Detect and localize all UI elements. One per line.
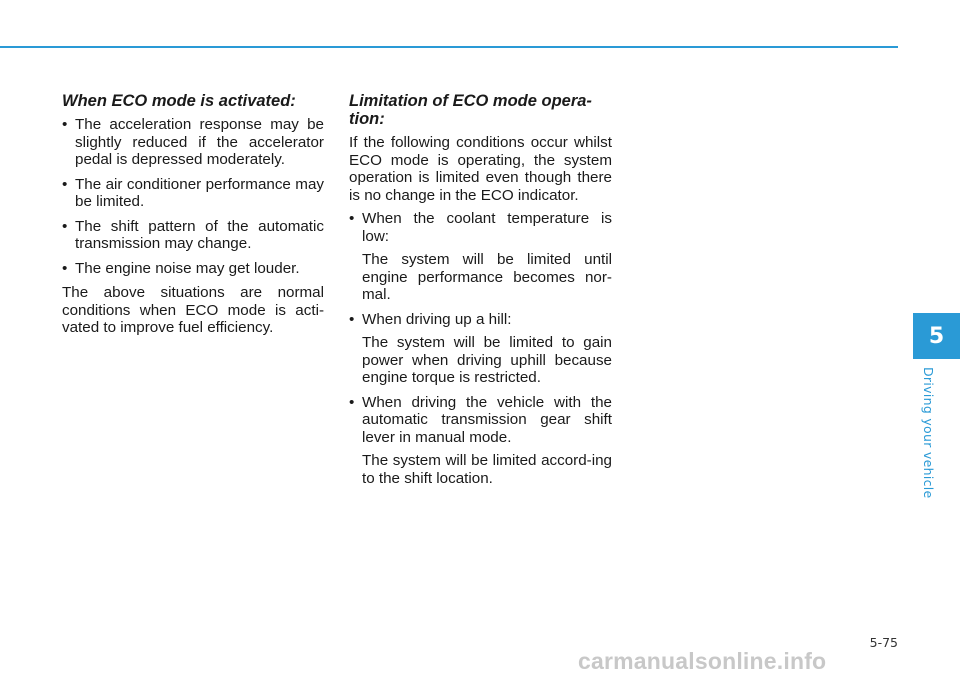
list-item: • The shift pattern of the automatic transmission may change. <box>62 217 324 252</box>
bullet-icon: • <box>349 210 355 227</box>
right-column <box>349 92 612 494</box>
eco-limitation-intro: If the following conditions occur whilst ECO mode is operating, the system operation is limited even though there is no change in the ECO indicator. <box>349 134 612 204</box>
list-item: • When driving up a hill: The system will be limited to gain power when driving uphill because engine torque is restricted. <box>349 310 612 386</box>
bullet-icon: • <box>349 310 355 328</box>
list-item: • The air conditioner performance may be limited. <box>62 175 324 210</box>
chapter-tab[interactable] <box>913 313 960 359</box>
list-item: • The engine noise may get louder. <box>62 259 300 277</box>
chapter-label-text: Driving your vehicle <box>921 367 936 499</box>
eco-activated-list <box>62 116 324 277</box>
list-item-detail: The system will be limited to gain power when driving uphill because engine torque is restricted. <box>362 334 612 386</box>
list-item-detail: The system will be limited until engine performance becomes nor-mal. <box>362 251 612 303</box>
list-item-detail: The system will be limited accord-ing to the shift location. <box>362 452 612 487</box>
page-number: 5-75 <box>869 635 898 650</box>
list-item: • The acceleration response may be slightly reduced if the accelerator pedal is depressed moderately. <box>62 116 324 168</box>
bullet-icon: • <box>349 393 355 411</box>
eco-limitation-list <box>349 210 612 487</box>
bullet-icon: • <box>62 259 68 277</box>
eco-activated-summary: The above situations are normal conditions when ECO mode is acti-vated to improve fuel efficiency. <box>62 284 324 336</box>
header-rule <box>0 46 898 48</box>
eco-limitation-heading: Limitation of ECO mode opera-tion: <box>349 92 592 128</box>
bullet-icon: • <box>62 116 68 133</box>
list-item: • When the coolant temperature is low: The system will be limited until engine performance becomes nor-mal. <box>349 210 612 303</box>
bullet-icon: • <box>62 175 68 193</box>
bullet-icon: • <box>62 217 68 235</box>
eco-activated-heading: When ECO mode is activated: <box>62 92 296 110</box>
left-column <box>62 92 324 343</box>
list-item: • When driving the vehicle with the automatic transmission gear shift lever in manual mode. The system will be limited accord-ing to the shift location. <box>349 393 612 487</box>
chapter-number: 5 <box>928 323 945 349</box>
watermark: carmanualsonline.info <box>578 648 827 674</box>
